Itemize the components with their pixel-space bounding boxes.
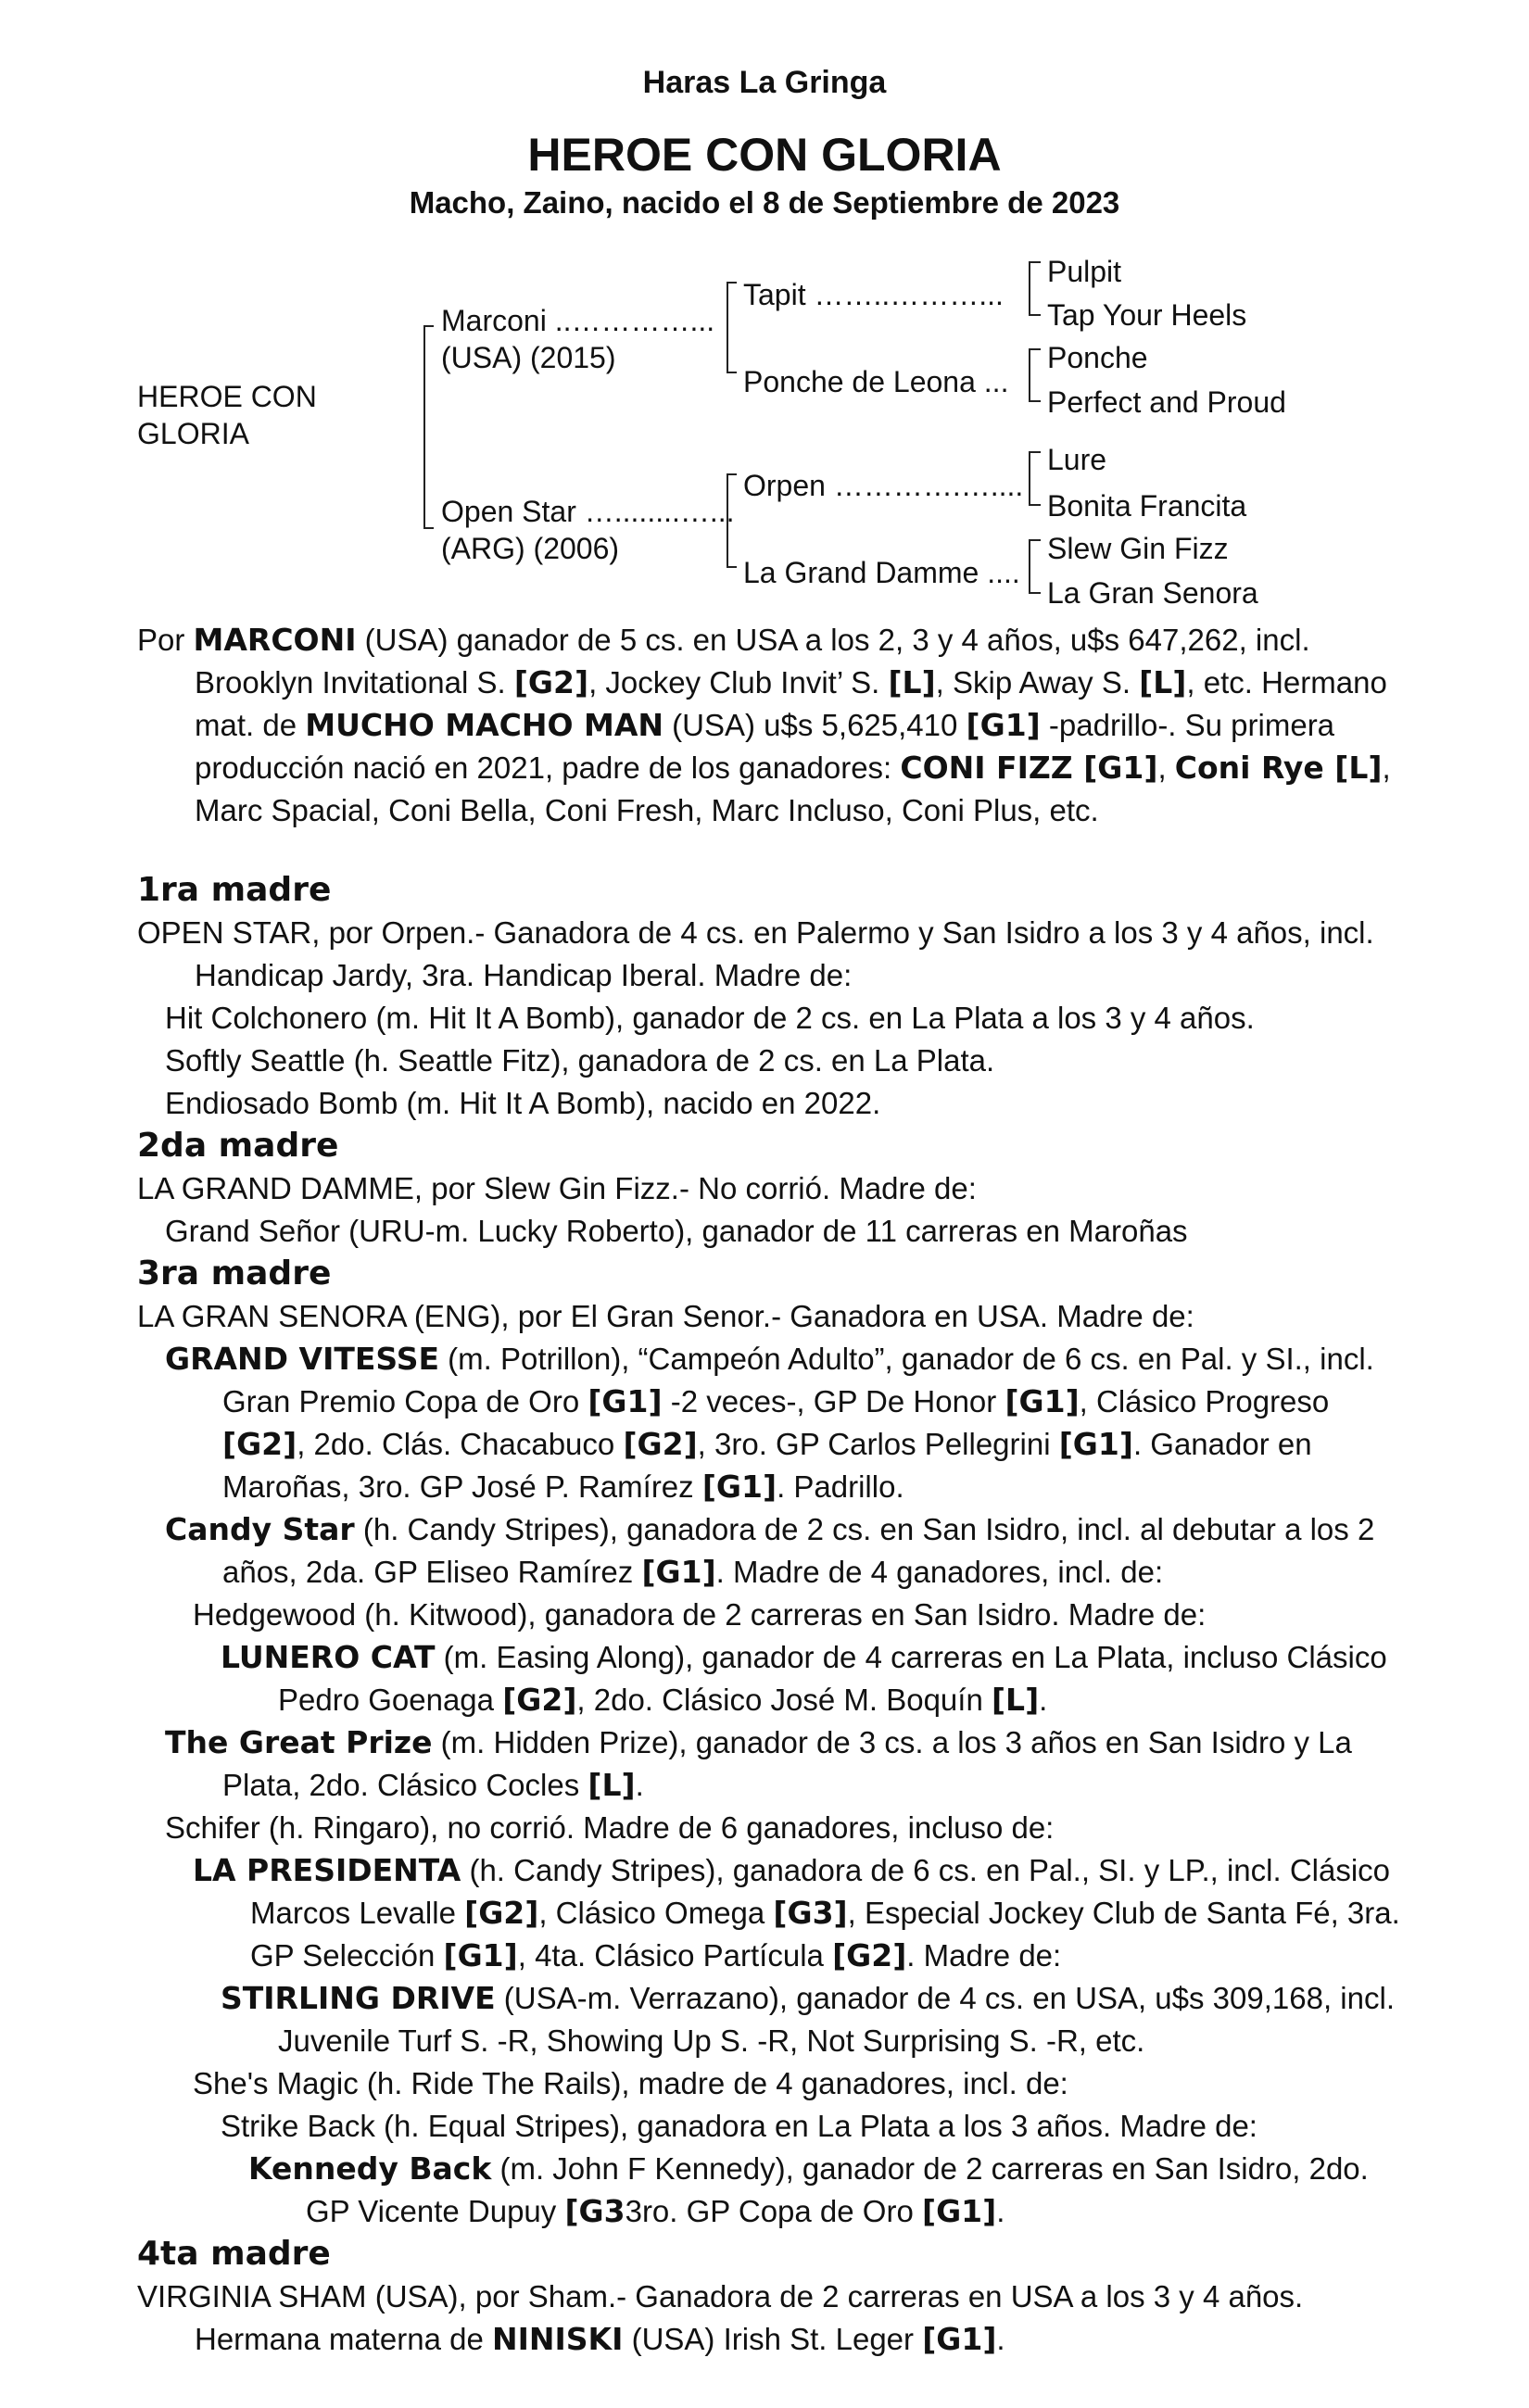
pedigree-dam-sire: Orpen ………….….... <box>743 469 1024 502</box>
kennedy-back-entry: Kennedy Back (m. John F Kennedy), ganador de 2 carreras en San Isidro, 2do. GP Vicente Dupuy [G33ro. GP Copa de Oro [G1]. <box>248 2150 1369 2229</box>
lunero-cat-entry: LUNERO CAT (m. Easing Along), ganador de 4 carreras en La Plata, incluso Clásico Pedro Goenaga [G2], 2do. Clásico José M. Boquín [L]. <box>221 1639 1387 1718</box>
horse-subtitle: Macho, Zaino, nacido el 8 de Septiembre de 2023 <box>409 185 1120 220</box>
pedigree-ddd: La Gran Senora <box>1047 576 1258 610</box>
stud-name: Haras La Gringa <box>642 65 887 100</box>
pedigree-sire: Marconi ..…………... (USA) (2015) <box>441 304 715 374</box>
second-dam-heading: 2da madre <box>137 1127 339 1165</box>
pedigree-ssd: Tap Your Heels <box>1047 298 1247 332</box>
fourth-dam-intro: VIRGINIA SHAM (USA), por Sham.- Ganadora de 2 carreras en USA a los 3 y 4 años. Hermana materna de NINISKI (USA) Irish St. Leger [G1]. <box>137 2279 1304 2357</box>
sire-paragraph: Por MARCONI (USA) ganador de 5 cs. en USA a los 2, 3 y 4 años, u$s 647,262, incl. Brooklyn Invitational S. [G2], Jockey Club Invit’ S. [L], Skip Away S. [L], etc. Hermano mat. de MUCHO MACHO MAN (USA) u$s 5,625,410 [G1] -padrillo-. Su primera producción nació en 2021, padre de los ganadores: CONI FIZZ [G1], Coni Rye [L], Marc Spacial, Coni Bella, Coni Fresh, Marc Incluso, Coni Plus, etc. <box>137 622 1391 827</box>
stirling-drive-entry: STIRLING DRIVE (USA-m. Verrazano), ganador de 4 cs. en USA, u$s 309,168, incl. Juvenile Turf S. -R, Showing Up S. -R, Not Surprising S. -R, etc. <box>221 1980 1395 2058</box>
la-presidenta-entry: LA PRESIDENTA (h. Candy Stripes), ganadora de 6 cs. en Pal., SI. y LP., incl. Clásico Marcos Levalle [G2], Clásico Omega [G3], Especial Jockey Club de Santa Fé, 3ra. GP Selección [G1], 4ta. Clásico Partícula [G2]. Madre de: <box>193 1852 1400 1973</box>
shes-magic-entry: She's Magic (h. Ride The Rails), madre de 4 ganadores, incl. de: <box>193 2066 1068 2100</box>
pedigree-sire-dam: Ponche de Leona ... <box>743 365 1009 398</box>
first-dam-produce-1: Hit Colchonero (m. Hit It A Bomb), ganador de 2 cs. en La Plata a los 3 y 4 años. <box>165 1001 1255 1035</box>
pedigree-dam: Open Star …........…... (ARG) (2006) <box>441 495 735 565</box>
fourth-dam-heading: 4ta madre <box>137 2235 331 2273</box>
pedigree-sdd: Perfect and Proud <box>1047 385 1286 419</box>
hedgewood-entry: Hedgewood (h. Kitwood), ganadora de 2 carreras en San Isidro. Madre de: <box>193 1597 1207 1632</box>
pedigree-sire-sire: Tapit ……..………... <box>743 278 1004 311</box>
second-dam-intro: LA GRAND DAMME, por Slew Gin Fizz.- No corrió. Madre de: <box>137 1171 977 1205</box>
pedigree-dds: Slew Gin Fizz <box>1047 532 1229 565</box>
first-dam-intro: OPEN STAR, por Orpen.- Ganadora de 4 cs. en Palermo y San Isidro a los 3 y 4 años, incl. Handicap Jardy, 3ra. Handicap Iberal. Madre de: <box>137 915 1374 992</box>
second-dam-produce-1: Grand Señor (URU-m. Lucky Roberto), ganador de 11 carreras en Maroñas <box>165 1214 1188 1248</box>
strike-back-entry: Strike Back (h. Equal Stripes), ganadora en La Plata a los 3 años. Madre de: <box>221 2109 1257 2143</box>
pedigree-dss: Lure <box>1047 443 1107 476</box>
catalog-body <box>137 619 1416 2361</box>
pedigree-brackets <box>0 0 1529 649</box>
candy-star-entry: Candy Star (h. Candy Stripes), ganadora de 2 cs. en San Isidro, incl. al debutar a los 2 años, 2da. GP Eliseo Ramírez [G1]. Madre de 4 ganadores, incl. de: <box>165 1511 1375 1590</box>
horse-name-title: HEROE CON GLORIA <box>527 129 1002 181</box>
pedigree-sss: Pulpit <box>1047 255 1122 288</box>
first-dam-produce-2: Softly Seattle (h. Seattle Fitz), ganadora de 2 cs. en La Plata. <box>165 1043 995 1078</box>
third-dam-heading: 3ra madre <box>137 1254 332 1292</box>
first-dam-produce-3: Endiosado Bomb (m. Hit It A Bomb), nacido en 2022. <box>165 1086 881 1120</box>
third-dam-intro: LA GRAN SENORA (ENG), por El Gran Senor.- Ganadora en USA. Madre de: <box>137 1299 1194 1333</box>
schifer-entry: Schifer (h. Ringaro), no corrió. Madre de 6 ganadores, incluso de: <box>165 1810 1055 1845</box>
great-prize-entry: The Great Prize (m. Hidden Prize), ganador de 3 cs. a los 3 años en San Isidro y La Plata, 2do. Clásico Cocles [L]. <box>165 1724 1352 1803</box>
pedigree-dsd: Bonita Francita <box>1047 489 1247 523</box>
grand-vitesse-entry: GRAND VITESSE (m. Potrillon), “Campeón Adulto”, ganador de 6 cs. en Pal. y SI., incl. Gran Premio Copa de Oro [G1] -2 veces-, GP De Honor [G1], Clásico Progreso [G2], 2do. Clás. Chacabuco [G2], 3ro. GP Carlos Pellegrini [G1]. Ganador en Maroñas, 3ro. GP José P. Ramírez [G1]. Padrillo. <box>165 1341 1374 1505</box>
first-dam-heading: 1ra madre <box>137 871 332 909</box>
pedigree-dam-dam: La Grand Damme .... <box>743 556 1020 589</box>
pedigree-sds: Ponche <box>1047 341 1148 374</box>
pedigree-subject: HEROE CON GLORIA <box>137 380 317 450</box>
